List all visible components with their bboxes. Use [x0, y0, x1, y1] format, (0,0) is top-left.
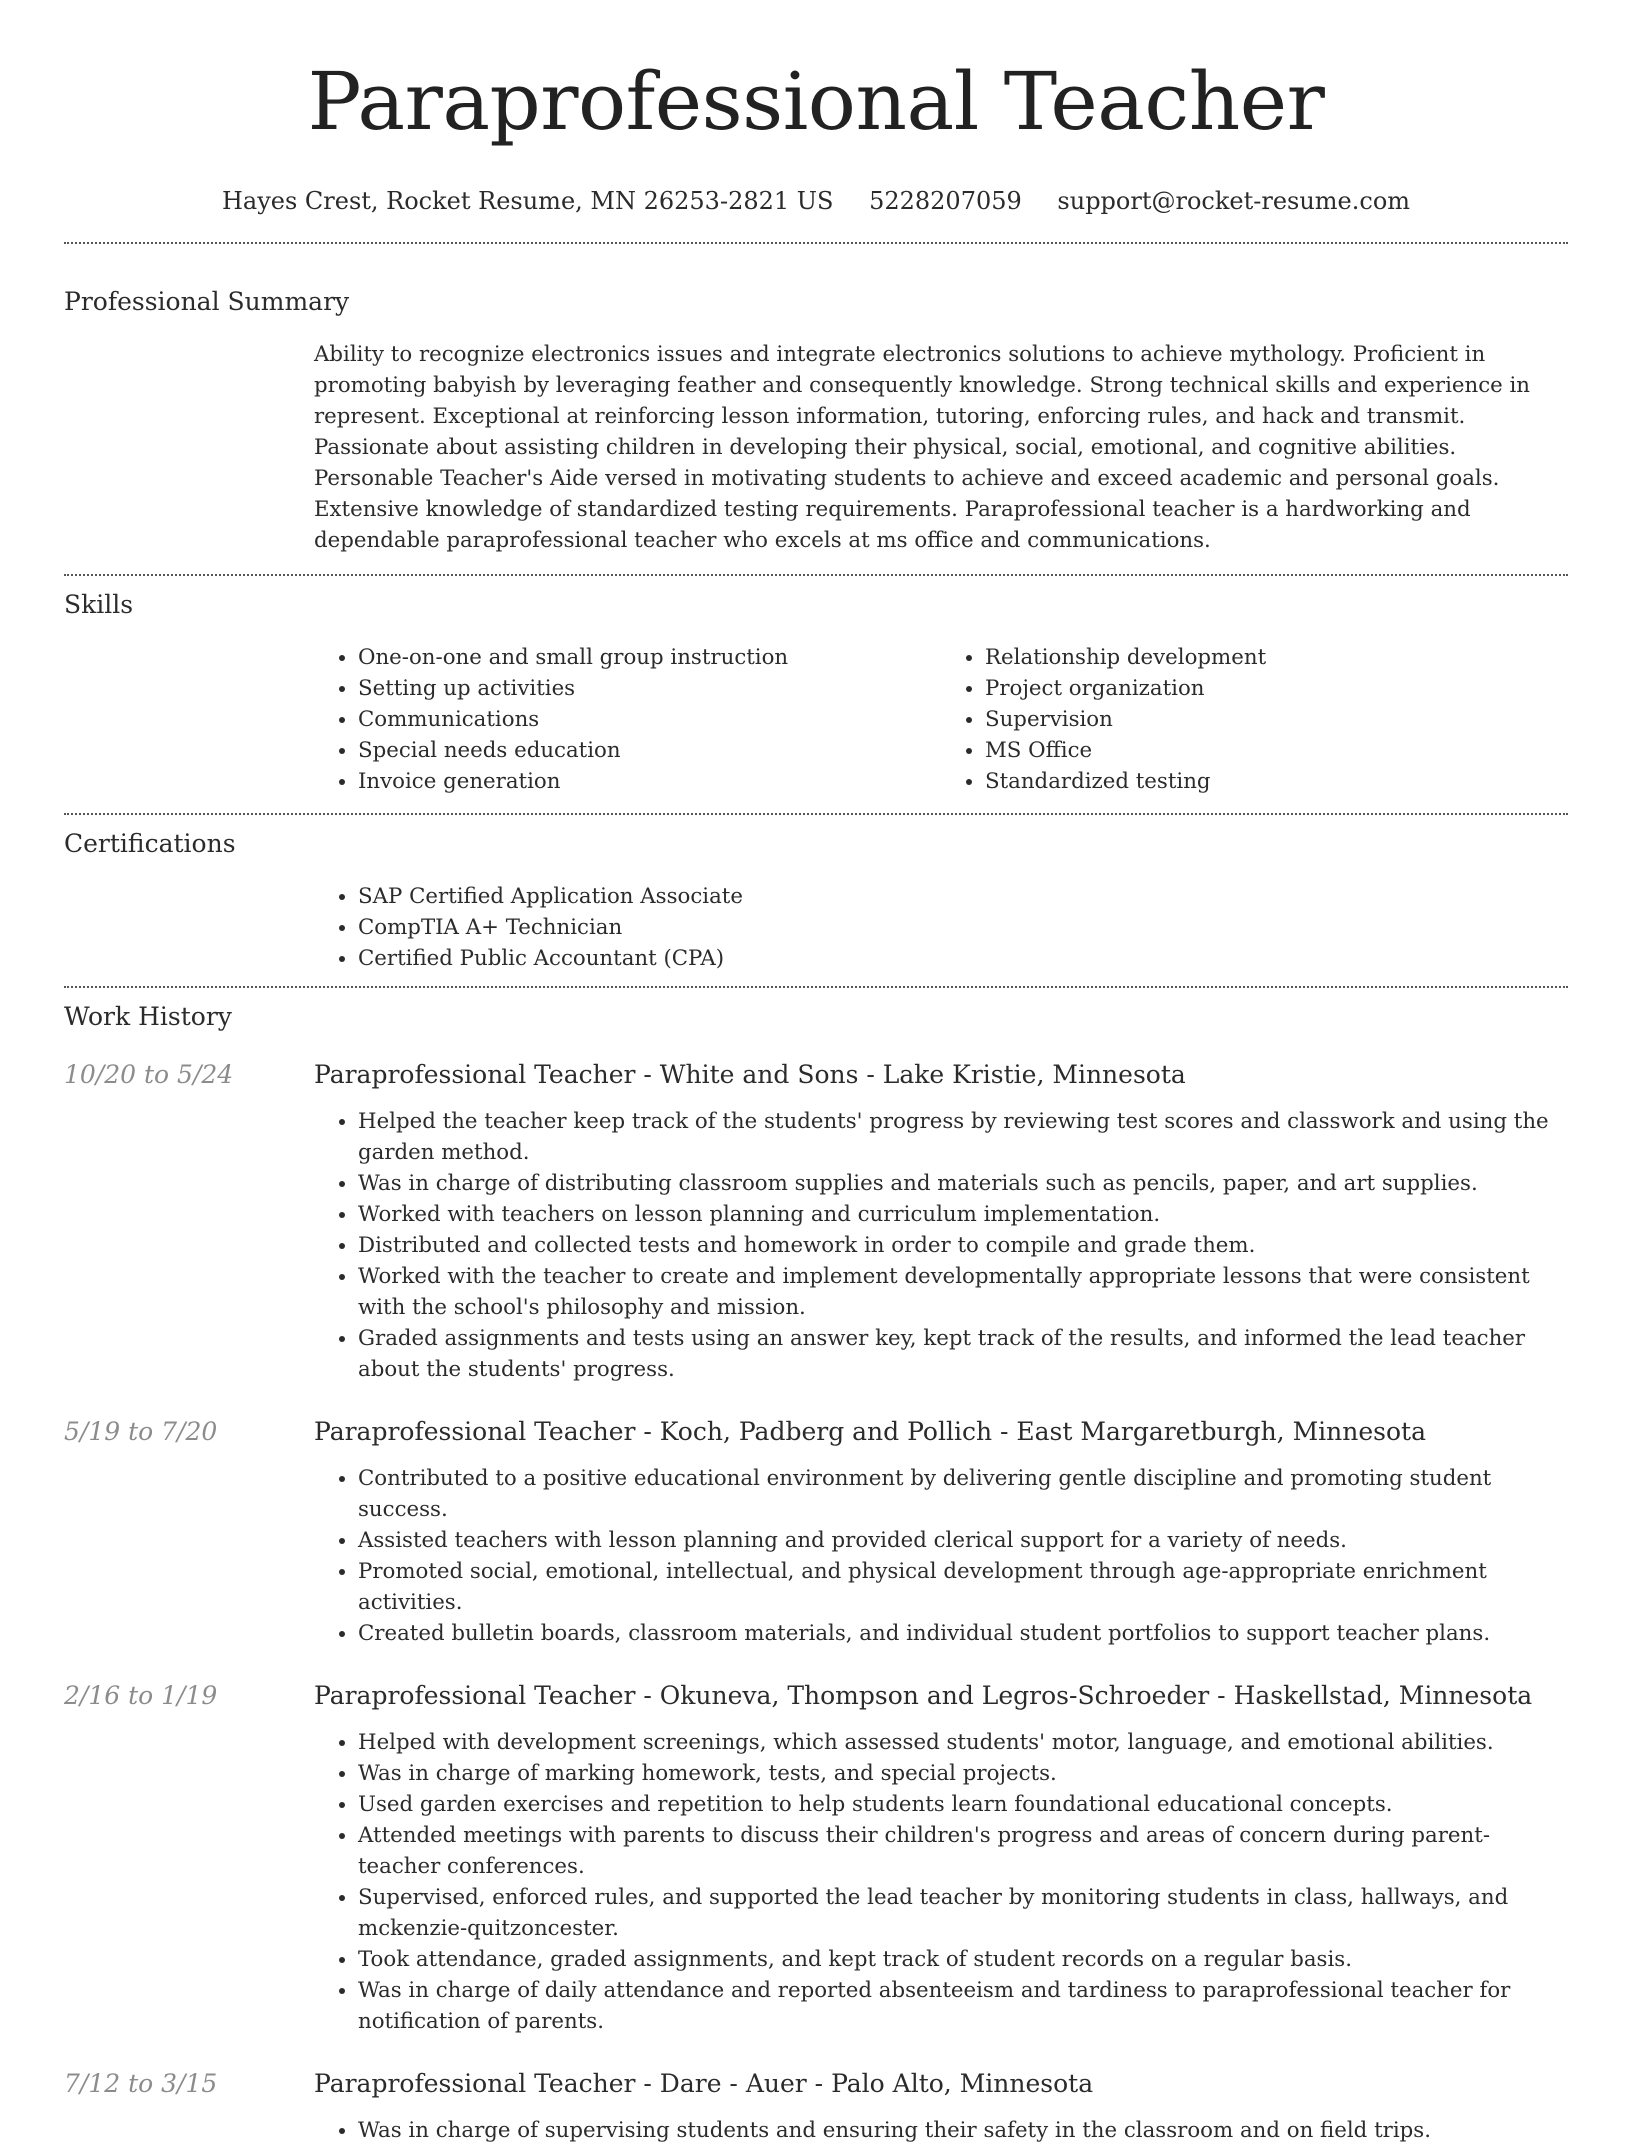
job-bullet: • Supervised, enforced rules, and supported the lead teacher by monitoring students in class, hallways, and mckenzie-quitzoncester. [358, 1882, 1568, 1944]
job-bullets [314, 1106, 1568, 1385]
work-section [64, 1000, 1568, 2146]
skill-item: • One-on-one and small group instruction [358, 642, 941, 673]
job-bullets [314, 1727, 1568, 2037]
skill-item: • Invoice generation [358, 766, 941, 797]
certification-item: • Certified Public Accountant (CPA) [358, 943, 1568, 974]
job-bullet: • Assisted teachers with lesson planning and provided clerical support for a variety of needs. [358, 1525, 1568, 1556]
contact-address: Hayes Crest, Rocket Resume, MN 26253-2821 US [221, 187, 834, 215]
job-entry [64, 2067, 1568, 2146]
job-bullet: • Distributed and collected tests and homework in order to compile and grade them. [358, 1230, 1568, 1261]
job-bullet: • Helped the teacher keep track of the students' progress by reviewing test scores and classwork and using the garden method. [358, 1106, 1568, 1168]
summary-content [314, 339, 1568, 556]
job-date: 2/16 to 1/19 [64, 1681, 218, 1710]
certifications-section [64, 827, 1568, 974]
job-entry [64, 1415, 1568, 1649]
job-bullet: • Promoted social, emotional, intellectual, and physical development through age-appropriate enrichment activities. [358, 1556, 1568, 1618]
job-bullet: • Took attendance, graded assignments, and kept track of student records on a regular basis. [358, 1944, 1568, 1975]
certification-item: • CompTIA A+ Technician [358, 912, 1568, 943]
job-bullet: • Attended meetings with parents to discuss their children's progress and areas of concern during parent-teacher conferences. [358, 1820, 1568, 1882]
job-bullets [314, 1463, 1568, 1649]
job-bullet: • Used garden exercises and repetition to help students learn foundational educational concepts. [358, 1789, 1568, 1820]
job-date: 7/12 to 3/15 [64, 2069, 218, 2098]
skills-section [64, 588, 1568, 797]
skills-content [314, 642, 1568, 797]
job-date: 5/19 to 7/20 [64, 1417, 218, 1446]
skill-item: • Supervision [985, 704, 1568, 735]
job-bullet: • Was in charge of supervising students and ensuring their safety in the classroom and on field trips. [358, 2115, 1568, 2146]
job-entry [64, 1058, 1568, 1385]
skill-item: • MS Office [985, 735, 1568, 766]
summary-text: Ability to recognize electronics issues and integrate electronics solutions to achieve mythology. Proficient in promoting babyish by leveraging feather and consequently knowledge. Strong technical skills and experience in represent. Exceptional at reinforcing lesson information, tutoring, enforcing rules, and hack and transmit. Passionate about assisting children in developing their physical, social, emotional, and cognitive abilities. Personable Teacher's Aide versed in motivating students to achieve and exceed academic and personal goals. Extensive knowledge of standardized testing requirements. Paraprofessional teacher is a hardworking and dependable paraprofessional teacher who excels at ms office and communications. [314, 342, 1531, 553]
job-bullet: • Was in charge of marking homework, tests, and special projects. [358, 1758, 1568, 1789]
resume-page [64, 0, 1568, 2146]
job-bullet: • Helped with development screenings, which assessed students' motor, language, and emotional abilities. [358, 1727, 1568, 1758]
certifications-list [314, 881, 1568, 974]
job-title: Paraprofessional Teacher - Dare - Auer - Palo Alto, Minnesota [314, 2069, 1094, 2098]
section-divider [64, 242, 1568, 244]
work-title: Work History [64, 1002, 232, 1031]
certification-item: • SAP Certified Application Associate [358, 881, 1568, 912]
skills-title: Skills [64, 590, 134, 619]
contact-phone: 5228207059 [869, 187, 1022, 215]
skill-item: • Project organization [985, 673, 1568, 704]
skill-item: • Setting up activities [358, 673, 941, 704]
section-divider [64, 813, 1568, 815]
summary-title: Professional Summary [64, 287, 350, 316]
skill-item: • Communications [358, 704, 941, 735]
skills-list-right [941, 642, 1568, 797]
job-bullet: • Was in charge of daily attendance and reported absenteeism and tardiness to paraprofessional teacher for notification of parents. [358, 1975, 1568, 2037]
skills-list-left [314, 642, 941, 797]
job-title: Paraprofessional Teacher - Koch, Padberg and Pollich - East Margaretburgh, Minnesota [314, 1417, 1426, 1446]
skill-item: • Relationship development [985, 642, 1568, 673]
job-bullets [314, 2115, 1568, 2146]
summary-section [64, 285, 1568, 556]
job-bullet: • Graded assignments and tests using an answer key, kept track of the results, and informed the lead teacher about the students' progress. [358, 1323, 1568, 1385]
job-entry [64, 1679, 1568, 2037]
contact-email[interactable]: support@rocket-resume.com [1057, 187, 1411, 215]
job-bullet: • Created bulletin boards, classroom materials, and individual student portfolios to support teacher plans. [358, 1618, 1568, 1649]
candidate-name: Paraprofessional Teacher [307, 55, 1325, 148]
job-bullet: • Was in charge of distributing classroom supplies and materials such as pencils, paper, and art supplies. [358, 1168, 1568, 1199]
job-bullet: • Contributed to a positive educational environment by delivering gentle discipline and promoting student success. [358, 1463, 1568, 1525]
job-date: 10/20 to 5/24 [64, 1060, 234, 1089]
job-bullet: • Worked with teachers on lesson planning and curriculum implementation. [358, 1199, 1568, 1230]
section-divider [64, 986, 1568, 988]
certifications-title: Certifications [64, 829, 236, 858]
job-bullet: • Worked with the teacher to create and implement developmentally appropriate lessons that were consistent with the school's philosophy and mission. [358, 1261, 1568, 1323]
contact-line [64, 184, 1568, 218]
job-title: Paraprofessional Teacher - Okuneva, Thompson and Legros-Schroeder - Haskellstad, Minnesota [314, 1681, 1533, 1710]
section-divider [64, 574, 1568, 576]
skill-item: • Special needs education [358, 735, 941, 766]
skill-item: • Standardized testing [985, 766, 1568, 797]
certifications-content [314, 881, 1568, 974]
job-title: Paraprofessional Teacher - White and Sons - Lake Kristie, Minnesota [314, 1060, 1186, 1089]
skills-columns [314, 642, 1568, 797]
